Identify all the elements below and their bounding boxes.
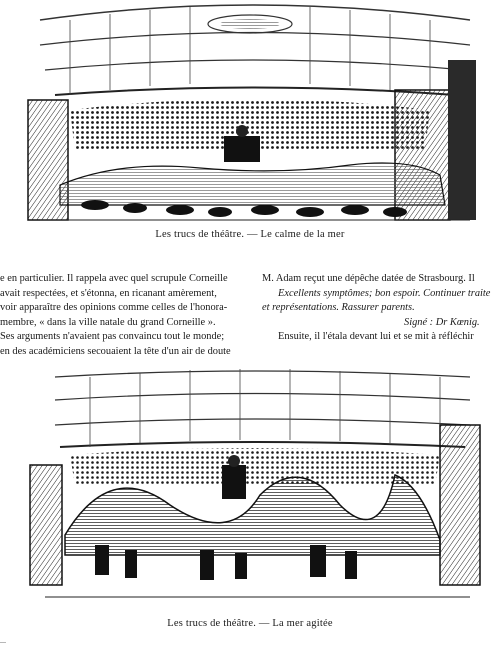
dispatch-line: Excellents symptômes; bon espoir. Continuer traite bbox=[278, 287, 491, 299]
paragraph-outro: Ensuite, il l'étala devant lui et se mit à réfléchir bbox=[278, 331, 474, 343]
engraving-calm-sea bbox=[0, 0, 500, 225]
page-fragment-text: ... bbox=[0, 636, 6, 645]
caption-top: Les trucs de théâtre. — Le calme de la mer bbox=[155, 229, 345, 240]
engraving-rough-sea bbox=[0, 365, 500, 610]
text-line: voir apparaître des opinions comme celles de l'honora- bbox=[0, 302, 228, 314]
text-line: membre, « dans la ville natale du grand Corneille ». bbox=[0, 316, 216, 328]
text-line: en des académiciens secouaient la tête d'un air de doute bbox=[0, 345, 231, 357]
paragraph-intro: M. Adam reçut une dépêche datée de Strasbourg. Il bbox=[262, 273, 475, 284]
text-column-left bbox=[0, 272, 246, 360]
dispatch-line: et représentations. Rassurer parents. bbox=[262, 302, 415, 314]
text-column-right bbox=[262, 272, 500, 345]
text-line: avait respectées, et s'étonna, en ricanant amèrement, bbox=[0, 287, 217, 299]
caption-bottom: Les trucs de théâtre. — La mer agitée bbox=[167, 618, 333, 629]
signature: Signé : Dr Kœnig. bbox=[404, 316, 480, 328]
text-line: Ses arguments n'avaient pas convaincu tout le monde; bbox=[0, 331, 225, 343]
text-line: e en particulier. Il rappela avec quel scrupule Corneille bbox=[0, 273, 228, 284]
